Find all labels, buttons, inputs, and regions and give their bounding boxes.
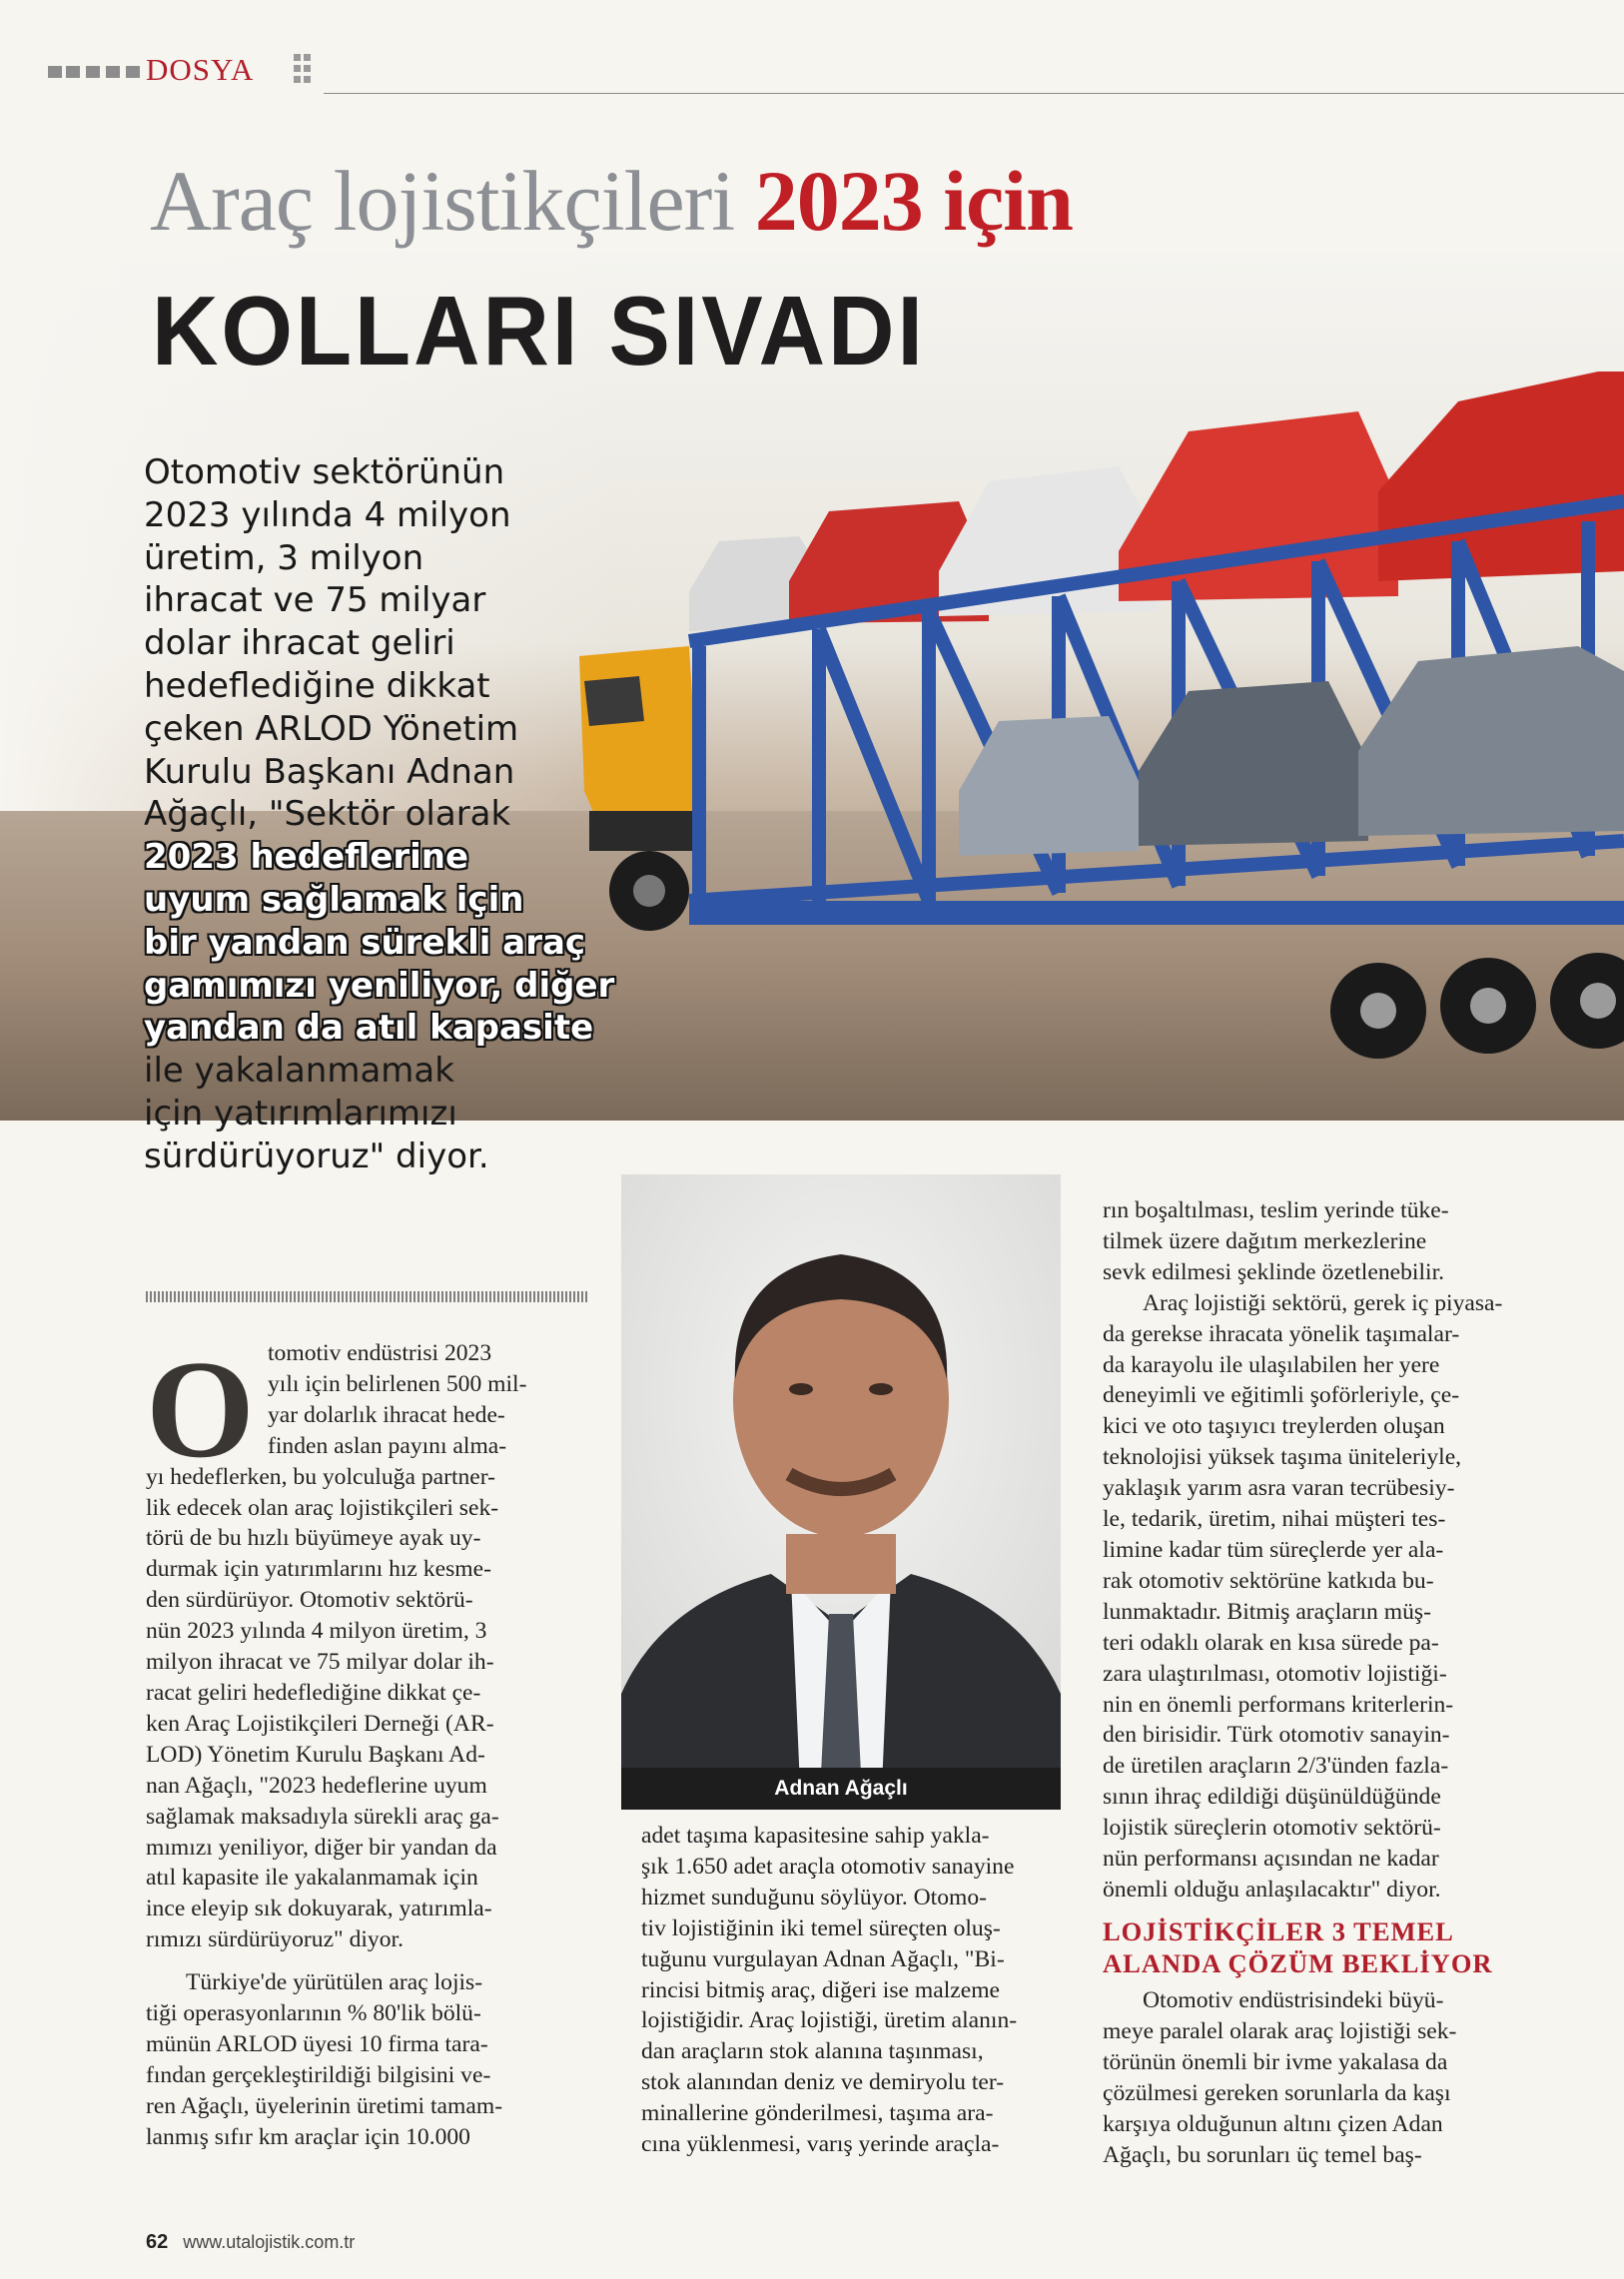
body-line: rın boşaltılması, teslim yerinde tüke- <box>1103 1197 1449 1223</box>
drop-cap: O <box>146 1332 255 1487</box>
headline-part-2: 2023 için <box>754 153 1073 249</box>
body-line: sının ihraç edildiği düşünüldüğünde <box>1103 1784 1441 1811</box>
body-line: teknolojisi yüksek taşıma üniteleriyle, <box>1103 1444 1462 1471</box>
body-line: LOD) Yönetim Kurulu Başkanı Ad- <box>146 1741 485 1768</box>
body-line: dan araçların stok alanına taşınması, <box>641 2038 984 2065</box>
intro-line: uyum sağlamak için <box>144 879 524 920</box>
body-line: tilmek üzere dağıtım merkezlerine <box>1103 1227 1427 1254</box>
intro-line: ile yakalanmamak <box>144 1051 454 1092</box>
body-line: hizmet sunduğunu söylüyor. Otomo- <box>641 1884 988 1910</box>
headline-part-1: Araç lojistikçileri <box>150 153 735 249</box>
body-line: Türkiye'de yürütülen araç lojis- <box>186 1969 483 1996</box>
header-rule <box>324 93 1624 94</box>
section-label: DOSYA <box>146 52 255 87</box>
body-line: münün ARLOD üyesi 10 firma tara- <box>146 2030 488 2057</box>
body-line: ren Ağaçlı, üyelerinin üretimi tamam- <box>146 2092 503 2119</box>
body-line: durmak için yatırımlarını hız kesme- <box>146 1556 491 1583</box>
body-line: mımızı yeniliyor, diğer bir yandan da <box>146 1834 497 1861</box>
body-line: den birisidir. Türk otomotiv sanayin- <box>1103 1722 1450 1749</box>
body-line: lunmaktadır. Bitmiş araçların müş- <box>1103 1598 1431 1625</box>
body-line: de üretilen araçların 2/3'ünden fazla- <box>1103 1753 1449 1780</box>
body-line: meye paralel olarak araç lojistiği sek- <box>1103 2017 1457 2044</box>
body-line: yılı için belirlenen 500 mil- <box>268 1370 527 1397</box>
body-line: sağlamak maksadıyla sürekli araç ga- <box>146 1803 499 1830</box>
body-line: adet taşıma kapasitesine sahip yakla- <box>641 1823 990 1849</box>
body-line: rak otomotiv sektörüne katkıda bu- <box>1103 1567 1434 1594</box>
body-line: şık 1.650 adet araçla otomotiv sanayine <box>641 1853 1015 1880</box>
body-line: lojistik süreçlerin otomotiv sektörü- <box>1103 1815 1441 1842</box>
intro-line: 2023 yılında 4 milyon <box>144 494 511 535</box>
body-line: törünün önemli bir ivme yakalasa da <box>1103 2048 1448 2075</box>
body-line: sevk edilmesi şeklinde özetlenebilir. <box>1103 1258 1445 1285</box>
body-line: den sürdürüyor. Otomotiv sektörü- <box>146 1587 473 1614</box>
body-line: Otomotiv endüstrisindeki büyü- <box>1143 1987 1444 2013</box>
body-line: zara ulaştırılması, otomotiv lojistiği- <box>1103 1660 1447 1687</box>
portrait-photo <box>621 1174 1061 1810</box>
body-column-3 <box>1103 1195 1522 1905</box>
header-square-icon <box>48 66 62 78</box>
header-square-icon <box>66 66 80 78</box>
body-line: cına yüklenmesi, varış yerinde araçla- <box>641 2131 1000 2158</box>
body-line: önemli olduğu anlaşılacaktır" diyor. <box>1103 1876 1441 1902</box>
body-line: lik edecek olan araç lojistikçileri sek- <box>146 1494 499 1521</box>
body-line: stok alanından deniz ve demiryolu ter- <box>641 2069 1005 2096</box>
body-line: ken Araç Lojistikçileri Derneği (AR- <box>146 1710 494 1737</box>
page-footer <box>146 2231 355 2254</box>
body-line: atıl kapasite ile yakalanmamak için <box>146 1865 478 1892</box>
body-line: milyon ihracat ve 75 milyar dolar ih- <box>146 1649 494 1676</box>
section-subheading <box>1103 1915 1522 1979</box>
intro-deck <box>144 451 673 1178</box>
intro-line: sürdürüyoruz" diyor. <box>144 1136 489 1176</box>
intro-line: Otomotiv sektörünün <box>144 452 505 492</box>
body-line: nan Ağaçlı, "2023 hedeflerine uyum <box>146 1772 487 1799</box>
intro-line: için yatırımlarımızı <box>144 1093 457 1134</box>
intro-line: gamımızı yeniliyor, diğer <box>144 965 615 1006</box>
body-line: tomotiv endüstrisi 2023 <box>268 1340 492 1366</box>
intro-line: Ağaçlı, "Sektör olarak <box>144 794 511 835</box>
body-line: fından gerçekleştirildiği bilgisini ve- <box>146 2061 491 2088</box>
body-line: karşıya olduğunun altını çizen Adan <box>1103 2110 1443 2137</box>
subheading-line: ALANDA ÇÖZÜM BEKLİYOR <box>1103 1948 1493 1978</box>
body-line: Ağaçlı, bu sorunları üç temel baş- <box>1103 2141 1422 2168</box>
intro-line: hedeflediğine dikkat <box>144 665 490 706</box>
header-square-icon <box>106 66 120 78</box>
body-line: tiv lojistiğinin iki temel süreçten oluş- <box>641 1914 1001 1941</box>
intro-line: çeken ARLOD Yönetim <box>144 708 519 749</box>
body-line: da gerekse ihracata yönelik taşımalar- <box>1103 1320 1460 1347</box>
body-line: racat geliri hedeflediğine dikkat çe- <box>146 1679 481 1706</box>
body-column-1 <box>146 1332 585 2153</box>
body-line: çözülmesi gereken sorunlarla da kaşı <box>1103 2079 1451 2106</box>
body-line: törü de bu hızlı büyümeye ayak uy- <box>146 1525 481 1552</box>
body-line: kici ve oto taşıyıcı treylerden oluşan <box>1103 1413 1445 1440</box>
body-line: lojistiğidir. Araç lojistiği, üretim alanın- <box>641 2007 1018 2034</box>
body-line: tiği operasyonlarının % 80'lik bölü- <box>146 2000 481 2027</box>
body-column-2 <box>641 1821 1061 2160</box>
subheading-line: LOJİSTİKÇİLER 3 TEMEL <box>1103 1916 1454 1946</box>
body-line: finden aslan payını alma- <box>268 1432 507 1459</box>
body-line: le, tedarik, üretim, nihai müşteri tes- <box>1103 1506 1446 1533</box>
header-square-icon <box>86 66 100 78</box>
body-line: minallerine gönderilmesi, taşıma ara- <box>641 2100 994 2127</box>
intro-line: dolar ihracat geliri <box>144 623 455 664</box>
intro-line: Kurulu Başkanı Adnan <box>144 751 515 792</box>
dotted-separator <box>146 1291 587 1302</box>
footer-url[interactable]: www.utalojistik.com.tr <box>183 2232 356 2252</box>
header-grid-icon <box>294 54 312 86</box>
section-header <box>48 52 1624 96</box>
intro-line: 2023 hedeflerine <box>144 837 469 878</box>
body-line: da karayolu ile ulaşılabilen her yere <box>1103 1351 1440 1378</box>
body-line: yaklaşık yarım asra varan tecrübesiy- <box>1103 1475 1455 1502</box>
headline-line-2: KOLLARI SIVADI <box>152 276 926 385</box>
body-line: yar dolarlık ihracat hede- <box>268 1401 505 1428</box>
page-number: 62 <box>146 2231 169 2253</box>
body-line: ince eleyip sık dokuyarak, yatırımla- <box>146 1896 492 1922</box>
header-square-icon <box>126 66 140 78</box>
intro-line: ihracat ve 75 milyar <box>144 580 486 621</box>
body-line: deneyimli ve eğitimli şoförleriyle, çe- <box>1103 1382 1460 1409</box>
body-line: nün 2023 yılında 4 milyon üretim, 3 <box>146 1618 487 1645</box>
intro-line: bir yandan sürekli araç <box>144 922 586 963</box>
body-line: yı hedeflerken, bu yolculuğa partner- <box>146 1463 496 1490</box>
body-column-3-continued <box>1103 1985 1522 2170</box>
body-line: rincisi bitmiş araç, diğeri ise malzeme <box>641 1976 1001 2003</box>
body-line: nün performansı açısından ne kadar <box>1103 1846 1439 1873</box>
body-line: limine kadar tüm süreçlerde yer ala- <box>1103 1536 1444 1563</box>
body-line: Araç lojistiği sektörü, gerek iç piyasa- <box>1143 1289 1503 1316</box>
body-line: rımızı sürdürüyoruz" diyor. <box>146 1926 404 1953</box>
headline-line-1 <box>150 153 1073 249</box>
photo-caption: Adnan Ağaçlı <box>621 1768 1061 1810</box>
intro-line: yandan da atıl kapasite <box>144 1008 594 1049</box>
body-line: tuğunu vurgulayan Adnan Ağaçlı, "Bi- <box>641 1945 1005 1972</box>
body-line: lanmış sıfır km araçlar için 10.000 <box>146 2123 470 2150</box>
body-line: nin en önemli performans kriterlerin- <box>1103 1691 1454 1718</box>
body-line: teri odaklı olarak en kısa sürede pa- <box>1103 1629 1439 1656</box>
intro-line: üretim, 3 milyon <box>144 537 424 578</box>
